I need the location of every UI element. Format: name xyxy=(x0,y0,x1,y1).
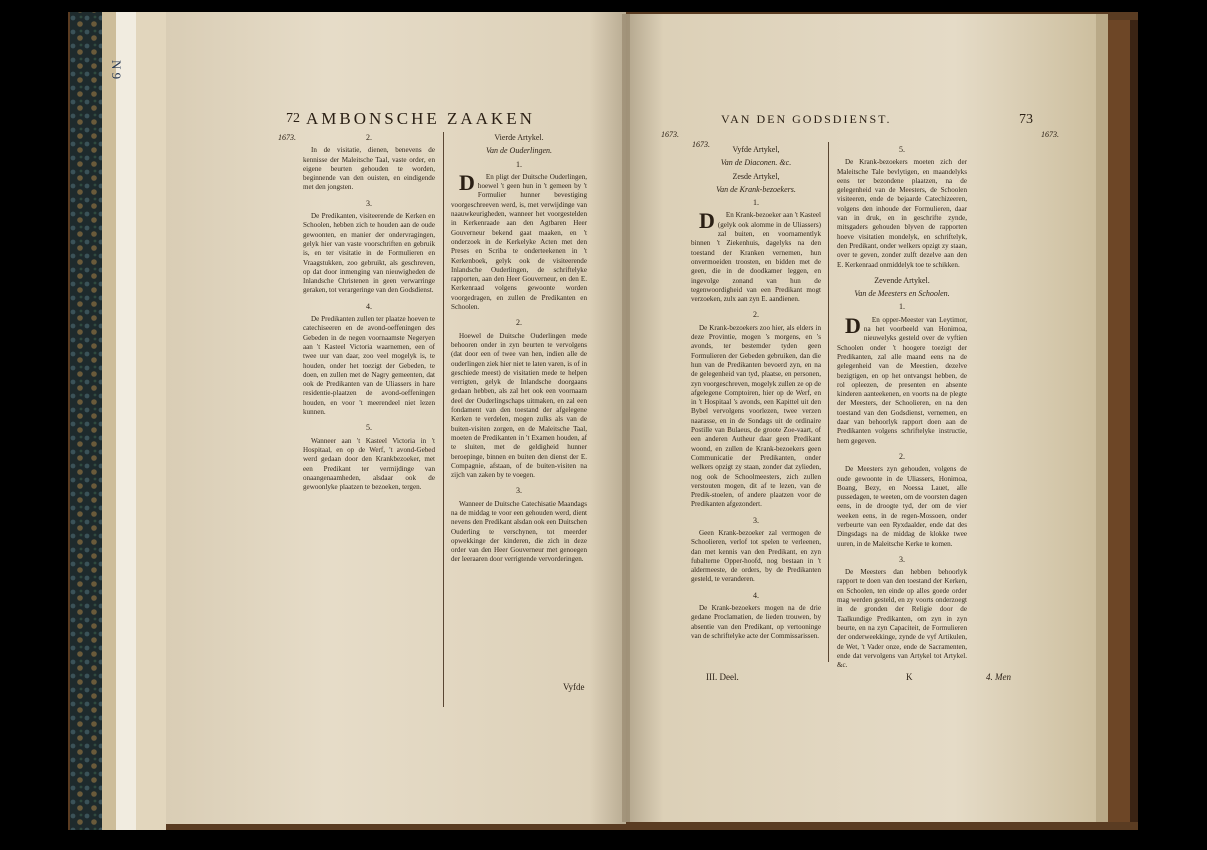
drop-cap: D xyxy=(459,169,475,195)
left-catchword: Vyfde xyxy=(563,682,585,692)
left-column-2 xyxy=(451,130,587,571)
right-catchword: 4. Men xyxy=(986,672,1011,682)
drop-cap: D xyxy=(845,312,861,338)
paragraph: De Meesters zyn gehouden, volgens de oude gewoonte in de Uliassers, Honimoa, Boang, Bezy, en Noessa Lauet, alle pussedagen, te weeten, om de voorsten dagen eens, in de droogte tyd, der om de vier weeken eens, in de regen-Mossoen, onder verbeurte van een Ryxdaalder, ende dat des Dingsdags na de middag de klokke twee uuren, in de Maleitsche Kerke te komen. xyxy=(837,465,967,548)
article-subtitle: Van de Ouderlingen. xyxy=(486,146,552,156)
paragraph: De Krank-bezoekers zoo hier, als elders in deze Provintie, mogen 's morgens, en 's avonds, ter bestemder tyden geen Formulieren der Gebeden gebruiken, dan die hun van de Predikanten bevoerd zyn, en na de gelegenheid van tyd, plaatse, en personen, zyn voorgeschreven, mogelyk zullen ze op de afgelegene Comptoiren, hier op de Werf, en in 't Hospitaal 's avonds, een Kapittel uit den Bybel vervolgens voorlezen, twee verzen naarasse, en in de Sondags uit de ordinaire Postille van Bulaeus, de groote Zoe-vaart, of een anderen Autheur daar geen Predikant woond, en zullen de Krank-bezoekers geen Communicatie der Predikanten, onder welkers opzigt zy staan, zonder dat zylieden, nog ook de Schoolmeesters, zich zullen verstouten mogen, dit af te lezen, van de Predik-stoelen, of andere plaatzen voor de Predikanten afgezondert. xyxy=(691,323,821,509)
book-spread xyxy=(68,12,1140,832)
article-title: Zevende Artykel. xyxy=(874,275,930,285)
paragraph: De Krank-bezoekers moeten zich der Maleitsche Tale bevlytigen, en maandelyks eens ter bezondene plaatzen, na de gelegenheid van de Meesters, de Schoolen visiteeren, ende de bejaarde Catechizeeren, volgens den inhoude der Formulieren, daar van in druk, en in geschrifte zynde, mitsgaders gehouden blyven de rapporten hoeve visitatien mondelyk, en schriftelyk, den Predikant, onder welkers opzigt zy staan, over te geven, zonder zulft dezelve aan den E. Kerkenraad onmiddelyk toe te schikken. xyxy=(837,158,967,269)
left-page-number: 72 xyxy=(286,111,300,126)
section-number: 3. xyxy=(366,198,372,208)
section-number: 5. xyxy=(899,145,905,154)
paragraph: In de visitatie, dienen, benevens de kennisse der Maleitsche Taal, vaste order, en eigene beurten gehouden te worden, beginnende van den ouisten, en eindigende met den jongsten. xyxy=(303,146,435,192)
column-rule xyxy=(443,132,444,707)
left-margin-year-right: 1673. xyxy=(692,140,710,149)
drop-cap: D xyxy=(699,208,715,234)
right-page-number: 73 xyxy=(1019,112,1033,127)
section-number: 3. xyxy=(753,515,759,525)
article-title: Vierde Artykel. xyxy=(494,133,544,142)
article-title: Vyfde Artykel, xyxy=(732,145,780,154)
article-subtitle: Van de Krank-bezoekers. xyxy=(716,184,796,194)
section-number: 3. xyxy=(899,554,905,564)
section-number: 2. xyxy=(899,451,905,461)
paragraph: En opper-Meester van Leytimor, na het voorbeeld van Honimoa, nieuwelyks gesteld over de vyftien Schoolen onder 't hoogere toezigt der Predikanten, zal alle maand eens na de gelegenheid van de Meestien, dezelve bezigtigen, en op het ontvangst hebben, de rol opleezen, de presenten en absente kinderen aanteekenen, en voorts na de plegte der Meesters, der Schoolieren, en na den toestand van den Godsdienst, vernemen, en daar van behoorlyk rapport doen aan de Predikanten volgens schriftelyke instructie, hem gegeven. xyxy=(837,315,967,445)
left-page xyxy=(168,12,710,832)
article-subtitle: Van de Diaconen. &c. xyxy=(720,158,792,168)
right-margin-year-left: 1673. xyxy=(661,130,679,139)
section-number: 4. xyxy=(366,301,372,311)
paragraph: En pligt der Duitsche Ouderlingen, hoewel 't geen hun in 't gemeen by 't Formulier hunner bevestiging voorgeschreeven werd, is, met verwijdinge van naauwkeurigheden, wanneer het voorgestelden in Kerkenraade aan den Agtbaren Heer Gouverneur bekend gaat maaken, en 't onderzoek in de Kerkelyke Acten met den Preses en Scriba te onderteekenen in 't Kerkenboek, gelyk ook de visiteerende Inlandsche Ouderlingen, de schriftelyke rapporten, aan den Heer Gouverneur, en den E. Kerkenraad volgens gewoonte worden voorgedragen, en zullen de Predikanten en Schoolen. xyxy=(451,172,587,312)
right-column-1 xyxy=(691,142,821,647)
left-running-head: AMBONSCHE ZAAKEN xyxy=(306,109,535,128)
section-number: 4. xyxy=(753,590,759,600)
column-rule xyxy=(828,142,829,662)
section-number: 1. xyxy=(899,302,905,312)
paragraph: Wanneer aan 't Kasteel Victoria in 't Hospitaal, en op de Werf, 't avond-Gebed werd gedaan door den Krankbezoeker, met een Predikant ter vermijdinge van onaangenaamheden, alsdaar ook de gewoonlyke plaatzen te bezoeken, tergen. xyxy=(303,436,435,492)
signature-mark: III. Deel. xyxy=(706,672,739,682)
section-number: 2. xyxy=(516,318,522,328)
paragraph: En Krank-bezoeker aan 't Kasteel (gelyk ook alomme in de Uliassers) zal buiten, en voornamentlyk binnen 't Ziekenhuis, dagelyks na den toestand der Kranken vernemen, hun onvermoeiden troosten, en bidden met de geen, die in de doodkamer leggen, en ingevolge zonand van hun de tegenwoordigheid van een Predikant mogt verzoeken, zulx aan zyn E. aandienen. xyxy=(691,211,821,304)
left-column-1 xyxy=(303,130,435,498)
left-margin-year: 1673. xyxy=(278,133,296,142)
paragraph: De Predikanten zullen ter plaatze hoeven te catechiseeren en de avond-oeffeningen des Gebeden in de negen voornaamste Negeryen aan 't Kasteel Victoria waarnemen, een of twee uur van daar, zoo veel mogelyk is, te houden, onder het toezigt der Gebeden, te doen, en zullen met de Nagry gemeenten, dat ook de Predikanten van de Uliassers in hare residentie-plaatzen de avond-oeffeningen houden, en voor 't meerendeel niet lezen kunnen. xyxy=(303,315,435,417)
right-page xyxy=(631,12,1131,832)
paragraph: De Krank-bezoekers mogen na de drie gedane Proclamatien, de lieden trouwen, by absentie van den Predikant, op vertooninge van de schriftelyke acte der Commissarissen. xyxy=(691,604,821,640)
section-number: 2. xyxy=(753,310,759,320)
article-title: Zesde Artykel, xyxy=(732,171,780,181)
paragraph: Wanneer de Duitsche Catechisatie Maandags na de middag te voor een gehouden werd, dient nevens den Predikant alsdan ook een Duitschen Ouderling te verschynen, tot meerder opwekkinge der kinderen, die zich in deze order van den Heer Gouverneur met genoegen der leeraaren door verrigtende vervorderingen. xyxy=(451,499,587,564)
right-running-head: VAN DEN GODSDIENST. xyxy=(721,112,892,126)
section-number: 1. xyxy=(753,198,759,208)
paragraph: Hoewel de Duitsche Ouderlingen mede behooren onder in zyn beurten te vervolgens (dat door een of twee van hen, indien alle de ouderlingen ziek hier niet te laten varen, is of in geschiede meest) de visitatien mede te helpen verrigten, gelyk de Inlandsche doorgaans gedaan hebben, als zal het ook een voornaam deel der Ouderlingschaps uitmaken, en zal een fondament van den toestand der afgelegene Kerken te verdelen, mogen zulks als van de buiten-visiten zorgen, en de Maleitsche Taal, moeten de Predikanten in 't Examen houden, af te sluiten, met de geldigheid hunner beroepinge, binnen en buiten den dienst der E. Compagnie, afstaan, of de buiten-visiten na zijch van zaken by te voegen. xyxy=(451,331,587,480)
section-number: 5. xyxy=(366,423,372,433)
paragraph: De Predikanten, visiteerende de Kerken en Schoolen, hebben zich te houden aan de oude gewoonten, en manier der ondervragingen, gelyk hier van vaste voorschriften en gebruik is, en ter visitatie in de Formulieren en Vraagstukken, zoo gebruikt, als geschreven, op dat door inmenging van nieuwigheden de Inlandsche Christenen in geen verwarringe geraken, tot verargeringe van den Godsdienst. xyxy=(303,212,435,295)
right-column-2 xyxy=(837,142,967,676)
paragraph: Geen Krank-bezoeker zal vermogen de Schoolieren, verlof tot spelen te verleenen, dan met kennis van den Predikant, en zyn fubalterne Opper-hoofd, nog bestaan in 't aldermeeste, de orders, by de Predikanten gesteld, te veranderen. xyxy=(691,528,821,584)
section-number: 3. xyxy=(516,486,522,496)
article-subtitle: Van de Meesters en Schoolen. xyxy=(854,289,950,299)
gathering-letter: K xyxy=(906,672,913,682)
section-number: 1. xyxy=(516,159,522,169)
svg-text:N 9: N 9 xyxy=(109,60,124,80)
paragraph: De Meesters dan hebben behoorlyk rapport te doen van den toestand der Kerken, en Schoolen, ten einde op alles goede order mag werden gesteld, en zy voorts onderzoegt in de gronden der Religie door de Taalkundige Predikanten, om zyn in zyn beurte, en na zyn Capaciteit, de Formulieren der onderweekkinge, zynde de vyf Artikulen, de Wet, 't Vader onze, ende de Sacramenten, ende dat vervolgens van Artykel tot Artykel. &c. xyxy=(837,568,967,670)
section-number: 2. xyxy=(366,133,372,142)
right-margin-year-right: 1673. xyxy=(1041,130,1059,139)
